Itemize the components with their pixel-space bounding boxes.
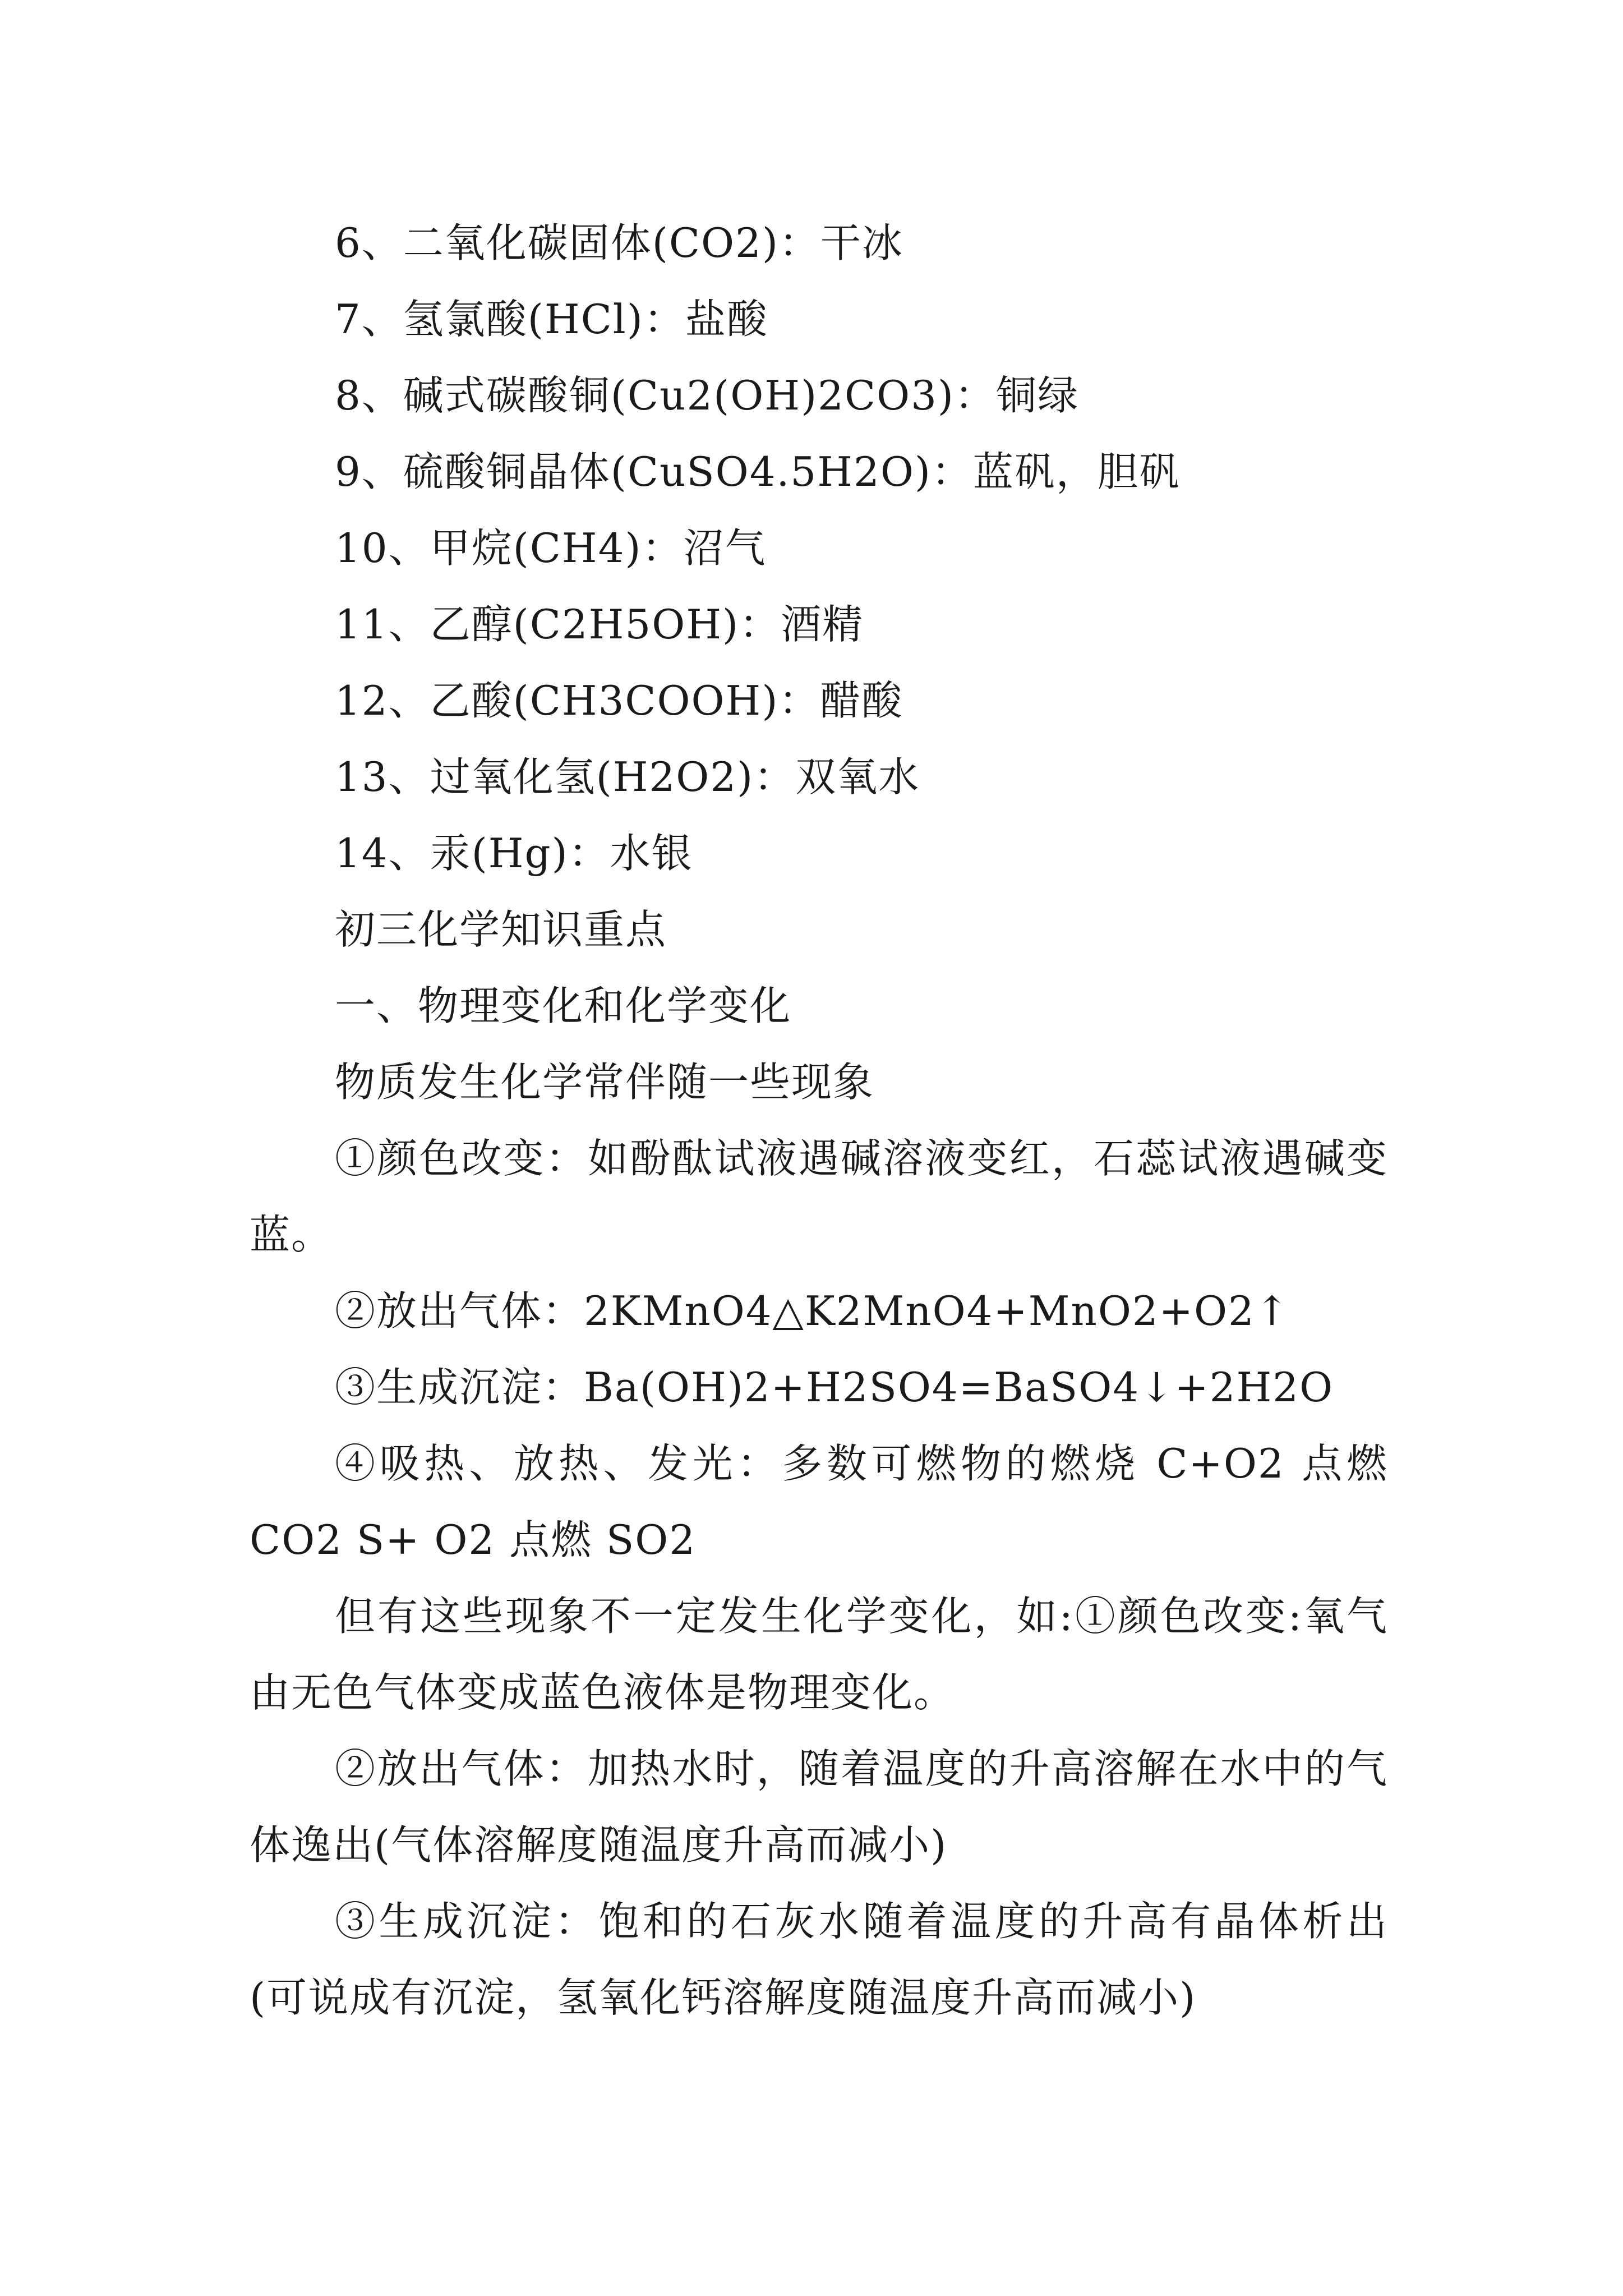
exception-paragraph: ③生成沉淀：饱和的石灰水随着温度的升高有晶体析出(可说成有沉淀，氢氧化钙溶解度随温度升高而减小) bbox=[250, 1898, 1388, 2021]
subsection-title: 一、物理变化和化学变化 bbox=[335, 982, 792, 1029]
section-title: 初三化学知识重点 bbox=[335, 906, 667, 953]
phenomenon-paragraph: ③生成沉淀：Ba(OH)2+H2SO4=BaSO4↓+2H2O bbox=[335, 1364, 1334, 1411]
intro-paragraph: 物质发生化学常伴随一些现象 bbox=[335, 1059, 875, 1106]
list-item: 8、碱式碳酸铜(Cu2(OH)2CO3)：铜绿 bbox=[335, 372, 1079, 419]
list-item: 6、二氧化碳固体(CO2)：干冰 bbox=[335, 219, 903, 266]
phenomenon-paragraph: ①颜色改变：如酚酞试液遇碱溶液变红，石蕊试液遇碱变蓝。 bbox=[250, 1135, 1388, 1258]
list-item: 14、汞(Hg)：水银 bbox=[335, 830, 693, 877]
list-item: 12、乙酸(CH3COOH)：醋酸 bbox=[335, 677, 903, 724]
list-item: 11、乙醇(C2H5OH)：酒精 bbox=[335, 601, 864, 648]
exception-paragraph: ②放出气体：加热水时，随着温度的升高溶解在水中的气体逸出(气体溶解度随温度升高而减小) bbox=[250, 1745, 1388, 1869]
phenomenon-paragraph: ④吸热、放热、发光：多数可燃物的燃烧 C+O2 点燃 CO2 S+ O2 点燃 SO2 bbox=[250, 1440, 1388, 1563]
list-item: 9、硫酸铜晶体(CuSO4.5H2O)：蓝矾，胆矾 bbox=[335, 448, 1181, 495]
document-body bbox=[250, 205, 1388, 2036]
list-item: 10、甲烷(CH4)：沼气 bbox=[335, 524, 767, 572]
phenomenon-paragraph: ②放出气体：2KMnO4△K2MnO4+MnO2+O2↑ bbox=[335, 1287, 1290, 1335]
exception-paragraph: 但有这些现象不一定发生化学变化，如:①颜色改变:氧气由无色气体变成蓝色液体是物理变化。 bbox=[250, 1593, 1388, 1716]
list-item: 7、氢氯酸(HCl)：盐酸 bbox=[335, 296, 768, 343]
list-item: 13、过氧化氢(H2O2)：双氧水 bbox=[335, 753, 920, 800]
